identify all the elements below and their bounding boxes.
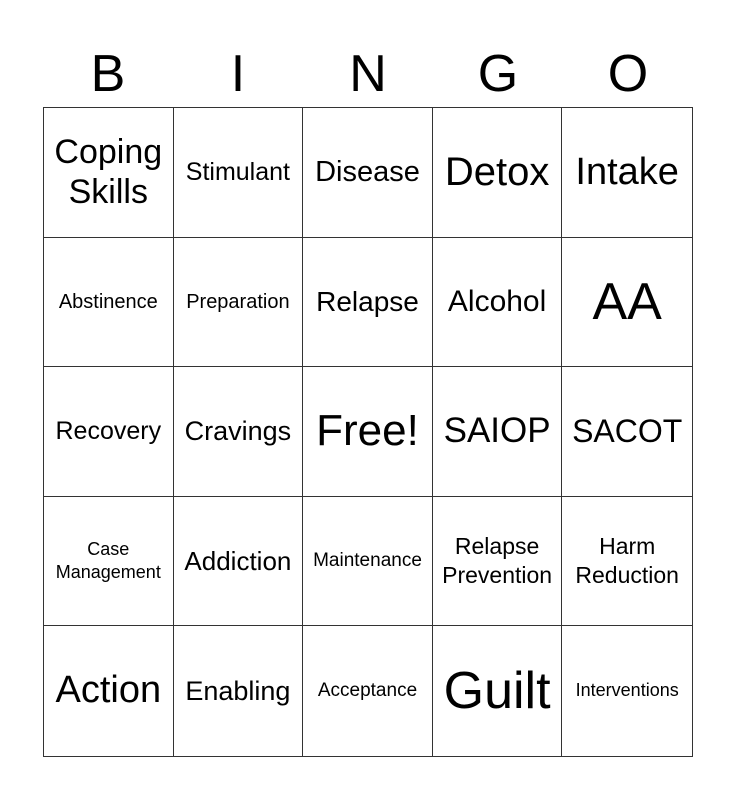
bingo-cell[interactable] xyxy=(44,108,174,238)
bingo-cell[interactable] xyxy=(433,367,563,497)
bingo-cell-label: Preparation xyxy=(186,290,290,313)
bingo-cell[interactable] xyxy=(433,626,563,756)
bingo-cell[interactable] xyxy=(303,497,433,627)
bingo-header xyxy=(43,40,693,108)
bingo-cell[interactable] xyxy=(562,108,692,238)
bingo-cell[interactable] xyxy=(303,238,433,368)
bingo-cell[interactable] xyxy=(174,497,304,627)
bingo-cell[interactable] xyxy=(303,108,433,238)
bingo-cell[interactable] xyxy=(174,367,304,497)
bingo-cell-label: Intake xyxy=(575,150,679,193)
bingo-cell-label: Maintenance xyxy=(313,549,422,571)
bingo-cell-label: Relapse Prevention xyxy=(442,533,553,589)
header-letter-g: G xyxy=(477,45,519,103)
bingo-cell-label: SAIOP xyxy=(443,411,551,451)
bingo-cell[interactable] xyxy=(562,238,692,368)
bingo-cell-label: Abstinence xyxy=(58,290,158,313)
bingo-cell[interactable] xyxy=(562,497,692,627)
bingo-cell[interactable] xyxy=(433,238,563,368)
bingo-cell-label: Guilt xyxy=(443,662,551,720)
bingo-cell-label: Alcohol xyxy=(447,284,547,318)
bingo-cell[interactable] xyxy=(433,497,563,627)
bingo-cell-label: Coping Skills xyxy=(54,132,163,212)
bingo-cell-label: Cravings xyxy=(184,416,292,447)
bingo-cell-label: Disease xyxy=(315,155,420,188)
bingo-cell-label: Relapse xyxy=(316,286,419,318)
bingo-cell[interactable] xyxy=(44,238,174,368)
header-letter-i: I xyxy=(230,45,246,103)
bingo-cell-label: Detox xyxy=(444,150,550,195)
bingo-cell[interactable] xyxy=(303,626,433,756)
bingo-cell-label: Acceptance xyxy=(317,679,418,701)
bingo-cell[interactable] xyxy=(562,367,692,497)
bingo-cell-label: Harm Reduction xyxy=(575,533,679,589)
bingo-cell[interactable] xyxy=(174,626,304,756)
bingo-cell[interactable] xyxy=(174,108,304,238)
free-space-cell[interactable] xyxy=(303,367,433,497)
bingo-cell-label: Case Management xyxy=(55,538,161,583)
bingo-board xyxy=(43,107,693,757)
bingo-cell-label: Recovery xyxy=(55,417,162,446)
header-letter-b: B xyxy=(90,45,126,103)
bingo-cell-label: Free! xyxy=(316,406,419,456)
header-letter-n: N xyxy=(349,45,387,103)
bingo-cell[interactable] xyxy=(562,626,692,756)
header-letter-o: O xyxy=(607,45,649,103)
bingo-cell[interactable] xyxy=(433,108,563,238)
bingo-cell[interactable] xyxy=(44,626,174,756)
bingo-cell[interactable] xyxy=(174,238,304,368)
bingo-cell-label: Stimulant xyxy=(185,158,290,187)
bingo-cell-label: Interventions xyxy=(575,680,679,701)
bingo-cell-label: AA xyxy=(592,272,662,331)
bingo-cell-label: SACOT xyxy=(572,413,683,450)
bingo-cell-label: Action xyxy=(55,669,162,712)
bingo-cell[interactable] xyxy=(44,367,174,497)
bingo-cell-label: Enabling xyxy=(185,676,291,706)
bingo-cell[interactable] xyxy=(44,497,174,627)
bingo-cell-label: Addiction xyxy=(184,545,292,576)
